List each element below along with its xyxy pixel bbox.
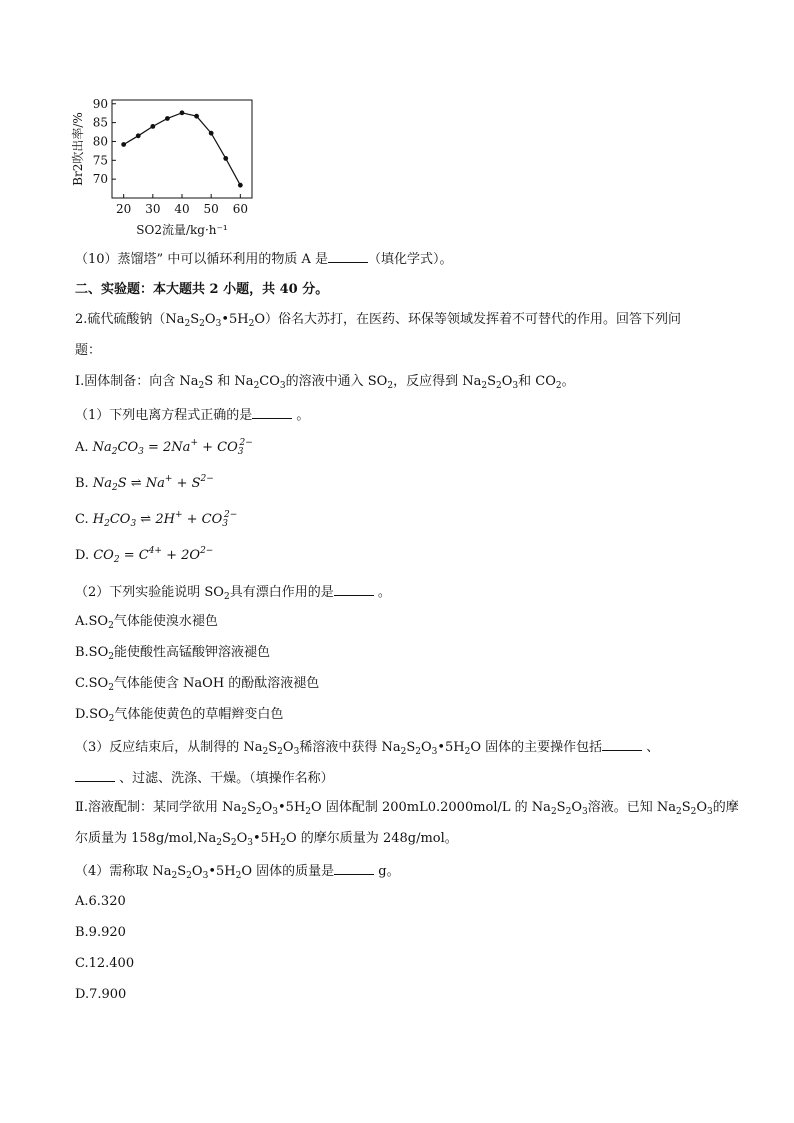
answer-blank[interactable] — [328, 250, 368, 263]
data-point — [180, 110, 185, 115]
question-2: （2）下列实验能说明 $SO_2$具有漂白作用的是 。 — [75, 585, 391, 602]
intro-line-2: 题： — [75, 343, 102, 358]
y-tick-label: 85 — [92, 115, 108, 130]
q2-option-c: $C.SO_2$气体能使含 NaOH 的酚酞溶液褪色 — [75, 676, 320, 693]
data-point — [238, 183, 243, 188]
section-heading: 二、实验题：本大题共 2 小题，共 40 分。 — [75, 282, 329, 297]
x-tick-label: 40 — [174, 202, 190, 216]
q1-option-c: C. $H_2CO_3$ ⇌ $2H^+ + CO_3^{2-}$ — [75, 510, 238, 529]
y-axis-label: Br2吹出率/% — [71, 112, 85, 186]
q1-end: 。 — [296, 408, 310, 423]
data-point — [209, 131, 214, 136]
q2-option-b: $B.SO_2$能使酸性高锰酸钾溶液褪色 — [75, 645, 270, 662]
q1-option-a: A. $Na_2CO_3 = 2Na^+ + CO_3^{2-}$ — [75, 438, 253, 457]
y-tick-label: 70 — [92, 172, 108, 187]
part-2-line-1: Ⅱ.溶液配制：某同学欲用 $Na_2S_2O_3•5H_2O$ 固体配制 200mL0.2000mol/L 的 $Na_2S_2O_3$溶液。已知 $Na_2S_2O_3$的摩 — [75, 800, 739, 817]
data-point — [165, 116, 170, 121]
question-3-line-2 — [75, 769, 334, 787]
data-point — [121, 142, 126, 147]
q1-option-b: B. $Na_2S$ ⇌ $Na^+ + S^{2-}$ — [75, 474, 214, 493]
part-1: Ⅰ.固体制备：向含 $Na_2S$ 和 $Na_2CO_3$的溶液中通入 $SO_2$，反应得到 $Na_2S_2O_3$和 $CO_2$。 — [75, 374, 575, 391]
x-tick-label: 60 — [232, 202, 248, 216]
data-point — [150, 124, 155, 129]
answer-blank[interactable] — [75, 769, 115, 782]
question-10 — [75, 250, 453, 268]
y-tick-label: 75 — [92, 153, 108, 168]
answer-blank[interactable] — [602, 738, 642, 751]
x-tick-label: 50 — [203, 202, 219, 216]
part-2-line-2: 尔质量为 $158g/mol,Na_2S_2O_3•5H_2O$ 的摩尔质量为 248g/mol。 — [75, 831, 458, 848]
question-4: （4）需称取 $Na_2S_2O_3•5H_2O$ 固体的质量是 g。 — [75, 864, 400, 881]
answer-blank[interactable] — [252, 406, 292, 419]
question-1 — [75, 406, 309, 424]
answer-blank[interactable] — [334, 862, 374, 875]
q4-option-b: B.9.920 — [75, 925, 126, 940]
q1-stem: （1）下列电离方程式正确的是 — [75, 408, 253, 423]
x-axis-label: SO2流量/kg·h⁻¹ — [136, 223, 228, 237]
q10-tail: （填化学式）。 — [367, 252, 453, 267]
line-chart — [60, 92, 260, 242]
question-3-line-1: （3）反应结束后，从制得的 $Na_2S_2O_3$稀溶液中获得 $Na_2S_2O_3•5H_2O$ 固体的主要操作包括 、 — [75, 740, 660, 757]
q10-text: （10）蒸馏塔” 中可以循环利用的物质 A 是 — [75, 252, 328, 267]
data-point — [194, 114, 199, 119]
data-point — [136, 133, 141, 138]
data-point — [223, 156, 228, 161]
q4-option-a: A.6.320 — [75, 894, 126, 909]
q2-option-a: $A.SO_2$气体能使溴水褪色 — [75, 614, 218, 631]
answer-blank[interactable] — [334, 583, 374, 596]
q3-line2: 、过滤、洗涤、干燥。（填操作名称） — [119, 771, 334, 786]
x-tick-label: 30 — [145, 202, 161, 216]
series-line — [124, 113, 241, 185]
y-tick-label: 90 — [92, 96, 108, 111]
y-tick-label: 80 — [92, 134, 108, 149]
q2-option-d: $D.SO_2$气体能使黄色的草帽辫变白色 — [75, 707, 284, 724]
q1-option-d: D. $CO_2 = C^{4+} + 2O^{2-}$ — [75, 546, 214, 565]
x-tick-label: 20 — [116, 202, 132, 216]
q4-option-d: D.7.900 — [75, 987, 127, 1002]
q4-option-c: C.12.400 — [75, 956, 135, 971]
intro-line-1: 2.硫代硫酸钠$(Na_2S_2O_3•5H_2O)$俗名大苏打，在医药、环保等领域发挥着不可替代的作用。回答下列问 — [75, 312, 681, 329]
